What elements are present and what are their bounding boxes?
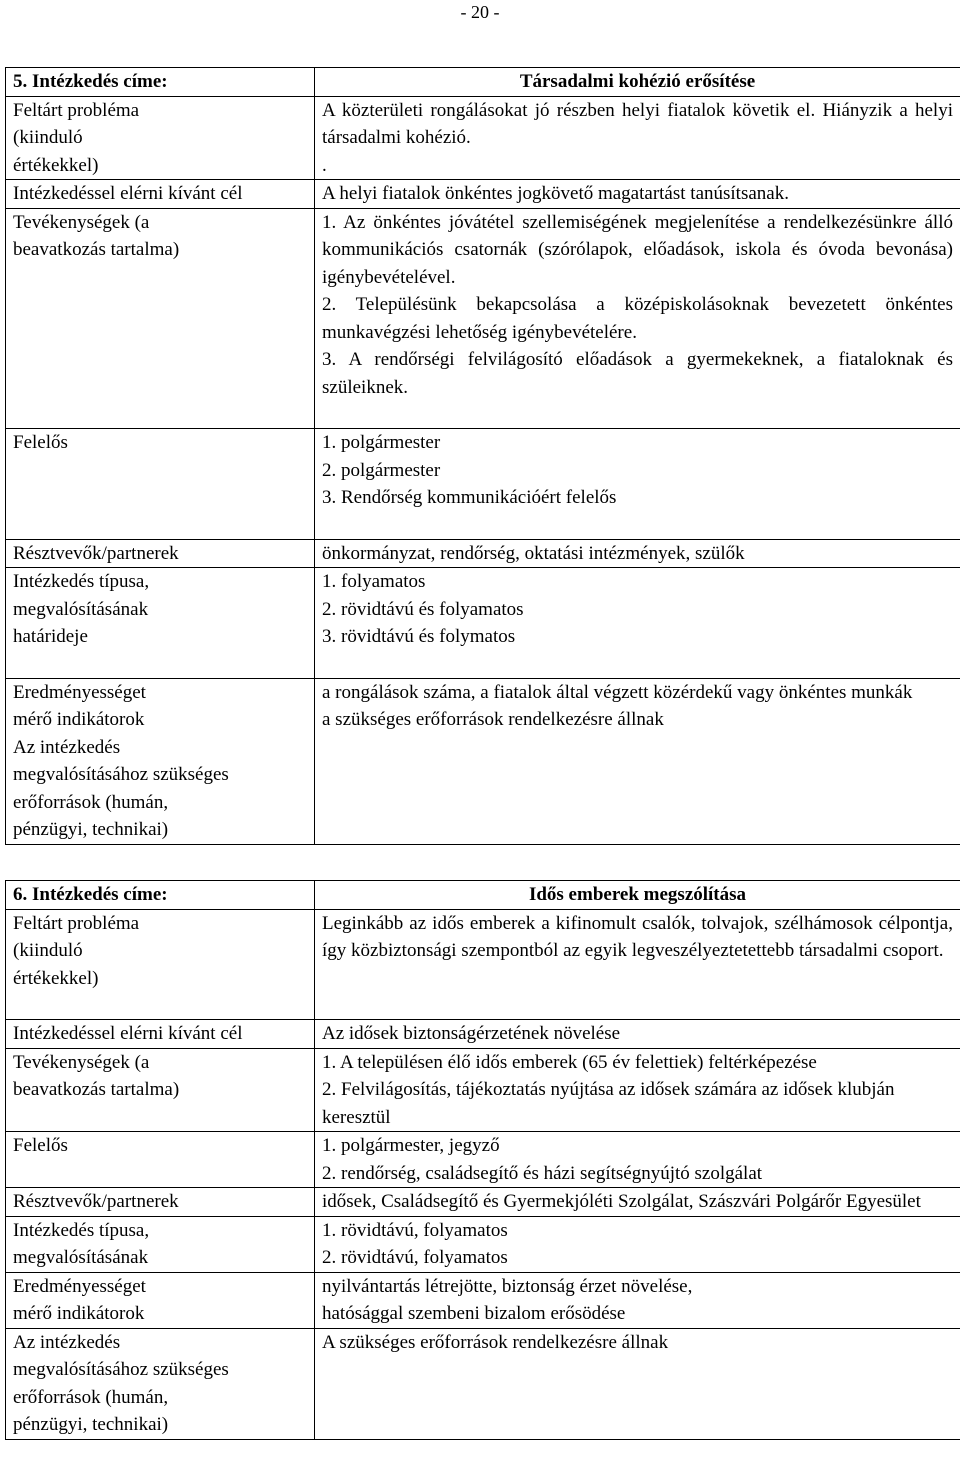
measure-5-row-indicators bbox=[6, 678, 960, 844]
row-value bbox=[315, 568, 960, 679]
label-line: Felelős bbox=[13, 432, 68, 453]
label-line: Feltárt probléma bbox=[13, 912, 140, 934]
row-value bbox=[315, 1216, 960, 1272]
label-line: megvalósításának bbox=[13, 1247, 149, 1268]
measure-6-row-resources bbox=[6, 1328, 960, 1439]
label-line: mérő indikátorok bbox=[13, 1303, 145, 1324]
value-line: 1. polgármester bbox=[322, 432, 441, 453]
value-line: . bbox=[322, 154, 327, 176]
label-line: Résztvevők/partnerek bbox=[13, 1191, 179, 1212]
label-line: (kiinduló bbox=[13, 940, 83, 961]
value-line: idősek, Családsegítő és Gyermekjóléti Szolgálat, Szászvári Polgárőr Egyesület bbox=[322, 1191, 921, 1212]
label-line: Eredményességet bbox=[13, 681, 146, 703]
label-line: mérő indikátorok bbox=[13, 709, 145, 730]
value-line: 2. polgármester bbox=[322, 459, 441, 481]
row-value bbox=[315, 678, 960, 844]
value-line: a rongálások száma, a fiatalok által végzett közérdekű vagy önkéntes munkák bbox=[322, 681, 913, 703]
value-line: Leginkább az idős emberek a kifinomult csalók, tolvajok, szélhámosok célpontja, így közbiztonsági szempontból az egyik legveszélyeztetettebb társadalmi csoport. bbox=[322, 912, 953, 961]
row-label bbox=[6, 568, 315, 679]
value-line: hatósággal szembeni bizalom erősödése bbox=[322, 1303, 626, 1324]
row-label bbox=[6, 1020, 315, 1049]
measure-6-title-label: 6. Intézkedés címe: bbox=[6, 881, 315, 910]
measure-6-title: Idős emberek megszólítása bbox=[315, 881, 960, 910]
value-line: önkormányzat, rendőrség, oktatási intézmények, szülők bbox=[322, 542, 745, 564]
row-label bbox=[6, 1132, 315, 1188]
row-value bbox=[315, 909, 960, 1020]
value-line: a szükséges erőforrások rendelkezésre állnak bbox=[322, 709, 664, 730]
row-label bbox=[6, 539, 315, 568]
value-line: 1. polgármester, jegyző bbox=[322, 1135, 500, 1156]
value-line: nyilvántartás létrejötte, biztonság érzet növelése, bbox=[322, 1275, 693, 1297]
row-value bbox=[315, 180, 960, 209]
label-line: Az intézkedés bbox=[13, 736, 121, 758]
row-label bbox=[6, 96, 315, 180]
measure-5-row-partners bbox=[6, 539, 960, 568]
measure-5-table bbox=[5, 67, 960, 845]
measure-6-header-row bbox=[6, 881, 960, 910]
value-line: 2. Felvilágosítás, tájékoztatás nyújtása az idősek számára az idősek klubján keresztül bbox=[322, 1079, 895, 1128]
row-value bbox=[315, 1272, 960, 1328]
value-line: 1. A településen élő idős emberek (65 év felettiek) feltérképezése bbox=[322, 1051, 817, 1073]
row-label bbox=[6, 208, 315, 429]
measure-5-row-goal bbox=[6, 180, 960, 209]
label-line: Résztvevők/partnerek bbox=[13, 542, 179, 564]
row-label bbox=[6, 909, 315, 1020]
measure-5-title-label: 5. Intézkedés címe: bbox=[6, 68, 315, 97]
value-line: 3. rövidtávú és folymatos bbox=[322, 626, 516, 647]
row-value bbox=[315, 208, 960, 429]
row-label bbox=[6, 1328, 315, 1439]
row-label bbox=[6, 429, 315, 540]
row-value bbox=[315, 1188, 960, 1217]
label-line: beavatkozás tartalma) bbox=[13, 239, 180, 260]
value-line: 1. rövidtávú, folyamatos bbox=[322, 1219, 508, 1241]
label-line: Eredményességet bbox=[13, 1275, 146, 1297]
row-value bbox=[315, 429, 960, 540]
value-line: 1. folyamatos bbox=[322, 571, 426, 592]
measure-5-row-type bbox=[6, 568, 960, 679]
measure-6-row-problem bbox=[6, 909, 960, 1020]
label-line: megvalósításához szükséges bbox=[13, 1359, 229, 1380]
row-label bbox=[6, 1188, 315, 1217]
measure-5-header-row bbox=[6, 68, 960, 97]
label-line: Intézkedés típusa, bbox=[13, 571, 150, 592]
label-line: (kiinduló bbox=[13, 127, 83, 148]
row-value bbox=[315, 539, 960, 568]
measure-6-row-responsible bbox=[6, 1132, 960, 1188]
measure-5-row-responsible bbox=[6, 429, 960, 540]
label-line: Felelős bbox=[13, 1135, 68, 1156]
measure-6-row-type bbox=[6, 1216, 960, 1272]
measure-5-title: Társadalmi kohézió erősítése bbox=[315, 68, 960, 97]
row-label bbox=[6, 1216, 315, 1272]
label-line: határideje bbox=[13, 626, 88, 647]
label-line: Intézkedéssel elérni kívánt cél bbox=[13, 1023, 243, 1044]
label-line: megvalósításához szükséges bbox=[13, 764, 229, 785]
page-number: - 20 - bbox=[460, 2, 500, 22]
measure-6-row-activities bbox=[6, 1048, 960, 1132]
row-value bbox=[315, 1048, 960, 1132]
label-line: értékekkel) bbox=[13, 154, 99, 176]
row-value bbox=[315, 1132, 960, 1188]
value-line: 2. rövidtávú és folyamatos bbox=[322, 598, 524, 620]
label-line: Intézkedéssel elérni kívánt cél bbox=[13, 183, 243, 204]
row-value bbox=[315, 1020, 960, 1049]
value-line: 1. Az önkéntes jóvátétel szellemiségének megjelenítése a rendelkezésünkre álló kommunikációs csatornák (szórólapok, előadások, iskola és óvoda bevonása) igénybevételével. bbox=[322, 211, 953, 288]
measure-6-row-partners bbox=[6, 1188, 960, 1217]
measure-6-table bbox=[5, 880, 960, 1440]
label-line: értékekkel) bbox=[13, 967, 99, 989]
label-line: Tevékenységek (a bbox=[13, 211, 150, 233]
value-line: 3. Rendőrség kommunikációért felelős bbox=[322, 487, 617, 508]
value-line: 3. A rendőrségi felvilágosító előadások a gyermekeknek, a fiataloknak és szüleiknek. bbox=[322, 349, 953, 398]
value-line: A szükséges erőforrások rendelkezésre állnak bbox=[322, 1331, 669, 1353]
row-value bbox=[315, 1328, 960, 1439]
value-line: A közterületi rongálásokat jó részben helyi fiatalok követik el. Hiányzik a helyi társadalmi kohézió. bbox=[322, 99, 953, 148]
measure-6-row-indicators bbox=[6, 1272, 960, 1328]
label-line: erőforrások (humán, bbox=[13, 1386, 169, 1408]
value-line: 2. rendőrség, családsegítő és házi segítségnyújtó szolgálat bbox=[322, 1162, 763, 1184]
value-line: 2. Településünk bekapcsolása a középiskolásoknak bevezetett önkéntes munkavégzési lehetőség igénybevételére. bbox=[322, 294, 953, 343]
label-line: pénzügyi, technikai) bbox=[13, 1414, 169, 1435]
row-label bbox=[6, 678, 315, 844]
value-line: 2. rövidtávú, folyamatos bbox=[322, 1247, 508, 1268]
measure-5-row-activities bbox=[6, 208, 960, 429]
label-line: Intézkedés típusa, bbox=[13, 1219, 150, 1241]
label-line: pénzügyi, technikai) bbox=[13, 819, 169, 840]
row-label bbox=[6, 180, 315, 209]
measure-5-row-problem bbox=[6, 96, 960, 180]
row-label bbox=[6, 1272, 315, 1328]
row-value bbox=[315, 96, 960, 180]
value-line: A helyi fiatalok önkéntes jogkövető magatartást tanúsítsanak. bbox=[322, 183, 789, 204]
row-label bbox=[6, 1048, 315, 1132]
label-line: Az intézkedés bbox=[13, 1331, 121, 1353]
value-line: Az idősek biztonságérzetének növelése bbox=[322, 1023, 621, 1044]
label-line: beavatkozás tartalma) bbox=[13, 1079, 180, 1100]
label-line: erőforrások (humán, bbox=[13, 791, 169, 813]
label-line: megvalósításának bbox=[13, 598, 149, 620]
label-line: Feltárt probléma bbox=[13, 99, 140, 121]
label-line: Tevékenységek (a bbox=[13, 1051, 150, 1073]
measure-6-row-goal bbox=[6, 1020, 960, 1049]
